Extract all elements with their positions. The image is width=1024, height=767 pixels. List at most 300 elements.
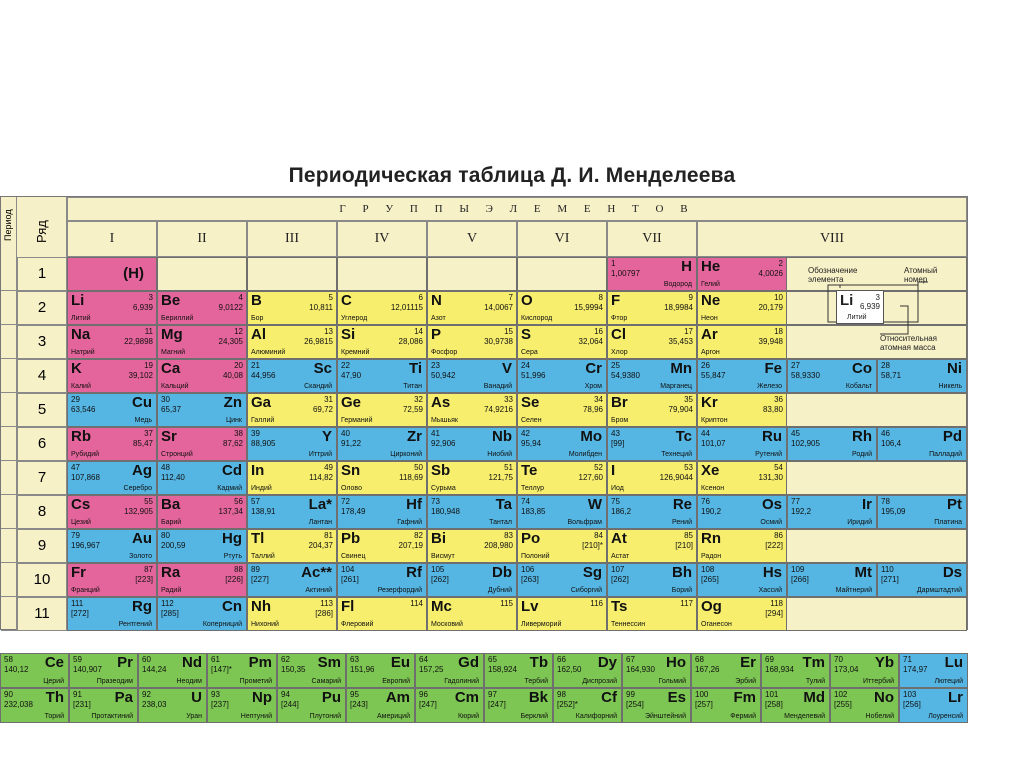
period-cell [1,291,17,325]
element-symbol: Es [667,689,686,706]
element-Os[interactable] [697,495,787,529]
atomic-number: 20 [234,361,243,370]
element-symbol: Ir [861,496,872,513]
element-Rg[interactable] [67,597,157,631]
element-name: Молибден [568,451,602,458]
element-symbol: Cr [585,360,602,377]
element-symbol: Bh [672,564,692,581]
atomic-mass: 126,9044 [659,473,693,482]
element-Pr[interactable] [69,653,138,688]
element-symbol: Si [341,326,356,343]
element-name: Никель [938,383,962,390]
element-symbol: Ta [495,496,512,513]
element-Es[interactable] [622,688,691,723]
element-name: Водород [663,281,692,288]
element-Nh[interactable] [247,597,337,631]
element-B[interactable] [247,291,337,325]
element-Db[interactable] [427,563,517,597]
element-Hs[interactable] [697,563,787,597]
element-Hf[interactable] [337,495,427,529]
element-Eu[interactable] [346,653,415,688]
atomic-mass: 50,942 [431,371,456,380]
element-Cf[interactable] [553,688,622,723]
element-Cd[interactable] [157,461,247,495]
atomic-mass: 106,4 [881,439,902,448]
period-cell [1,427,17,461]
atomic-number: 26 [701,361,710,370]
period-cell [1,495,17,529]
element-Ra[interactable] [157,563,247,597]
element-Dy[interactable] [553,653,622,688]
element-C[interactable] [337,291,427,325]
element-P[interactable] [427,325,517,359]
element-symbol: Ni [947,360,962,377]
element-Ir[interactable] [787,495,877,529]
element-Ca[interactable] [157,359,247,393]
element-symbol: C [341,292,352,309]
element-Br[interactable] [607,393,697,427]
element-Co[interactable] [787,359,877,393]
atomic-mass: [210]* [582,541,603,550]
element-Lv[interactable] [517,597,607,631]
element-Mc[interactable] [427,597,517,631]
element-Te[interactable] [517,461,607,495]
element-symbol: Yb [874,654,894,671]
element-O[interactable] [517,291,607,325]
atomic-mass: 183,85 [521,507,546,516]
element-symbol: Ca [161,360,181,377]
element-name: Церий [43,678,64,685]
atomic-mass: [227] [251,575,269,584]
element-Bk[interactable] [484,688,553,723]
atomic-mass: 18,9984 [664,303,693,312]
element-symbol: Pd [942,428,962,445]
atomic-mass: [266] [791,575,809,584]
element-Ac[interactable] [247,563,337,597]
element-symbol: Ti [408,360,422,377]
element-As[interactable] [427,393,517,427]
row-number-4: 4 [17,359,67,393]
element-symbol: Ge [341,394,362,411]
element-Li[interactable] [67,291,157,325]
atomic-mass: [244] [281,700,299,709]
atomic-number: 72 [341,497,350,506]
element-Zn[interactable] [157,393,247,427]
element-Ag[interactable] [67,461,157,495]
element-Hg[interactable] [157,529,247,563]
atomic-mass: 162,50 [557,665,582,674]
atomic-number: 92 [142,690,151,699]
atomic-mass: [257] [695,700,713,709]
element-Mn[interactable] [607,359,697,393]
atomic-number: 46 [881,429,890,438]
element-H[interactable] [607,257,697,291]
atomic-number: 61 [211,655,220,664]
element-Cr[interactable] [517,359,607,393]
atomic-mass: 157,25 [419,665,444,674]
empty-cell [427,257,517,291]
element-Si[interactable] [337,325,427,359]
atomic-mass: 1,00797 [611,269,640,278]
element-Tb[interactable] [484,653,553,688]
element-symbol: Ac** [301,564,332,581]
atomic-number: 77 [791,497,800,506]
element-Kr[interactable] [697,393,787,427]
element-symbol: Pm [248,654,272,671]
element-Am[interactable] [346,688,415,723]
element-name: Тербий [524,678,548,685]
element-Pu[interactable] [277,688,346,723]
atomic-mass: 32,064 [578,337,603,346]
group-header-VI: VI [517,221,607,257]
element-Cl[interactable] [607,325,697,359]
element-name: Калифорний [575,713,617,720]
element-name: Радон [701,553,722,560]
atomic-mass: 151,96 [350,665,375,674]
atomic-number: 45 [791,429,800,438]
atomic-mass: 107,868 [71,473,100,482]
atomic-mass: 78,96 [582,405,603,414]
element-symbol: N [431,292,442,309]
element-Lr[interactable] [899,688,968,723]
atomic-mass: 55,847 [701,371,726,380]
atomic-number: 73 [431,497,440,506]
element-Np[interactable] [207,688,277,723]
element-Rh[interactable] [787,427,877,461]
atomic-number: 102 [834,690,848,699]
atomic-mass: 51,996 [521,371,546,380]
atomic-number: 79 [71,531,80,540]
element-symbol: Th [45,689,64,706]
element-Al[interactable] [247,325,337,359]
element-symbol: Pa [114,689,133,706]
atomic-number: 53 [684,463,693,472]
element-name: Прометий [239,678,272,685]
element-La[interactable] [247,495,337,529]
atomic-number: 97 [488,690,497,699]
element-symbol: At [611,530,627,547]
element-Se[interactable] [517,393,607,427]
atomic-mass: 39,102 [128,371,153,380]
element-symbol: Hs [762,564,782,581]
legend-lines [800,260,968,360]
atomic-number: 100 [695,690,709,699]
page-title: Периодическая таблица Д. И. Менделеева [288,164,736,187]
element-Lu[interactable] [899,653,968,688]
element-Mt[interactable] [787,563,877,597]
element-symbol: Sr [161,428,177,445]
element-Gd[interactable] [415,653,484,688]
atomic-mass: 30,9738 [484,337,513,346]
element-symbol: Sm [317,654,341,671]
element-symbol: Lu [944,654,963,671]
element-Pa[interactable] [69,688,138,723]
element-N[interactable] [427,291,517,325]
element-Re[interactable] [607,495,697,529]
element-Er[interactable] [691,653,761,688]
element-Cn[interactable] [157,597,247,631]
element-Ga[interactable] [247,393,337,427]
atomic-mass: [252]* [557,700,578,709]
element-symbol: Rb [71,428,91,445]
element-symbol: Eu [390,654,410,671]
element-F[interactable] [607,291,697,325]
atomic-number: 106 [521,565,535,574]
row-label: Ряд [17,197,67,257]
element-symbol: Og [701,598,722,615]
atomic-number: 86 [774,531,783,540]
element-name: Резерфордий [377,587,422,594]
element-Pt[interactable] [877,495,967,529]
atomic-mass: 173,04 [834,665,859,674]
row-number-11: 11 [17,597,67,631]
atomic-mass: 92,906 [431,439,456,448]
element-Mo[interactable] [517,427,607,461]
atomic-mass: 79,904 [668,405,693,414]
element-name: Лантан [308,519,332,526]
atomic-mass: 114,82 [309,473,333,482]
atomic-number: 71 [903,655,912,664]
group-header-VIII: VIII [697,221,967,257]
atomic-mass: 9,0122 [218,303,243,312]
element-Rn[interactable] [697,529,787,563]
element-Bh[interactable] [607,563,697,597]
element-symbol: B [251,292,262,309]
element-symbol: Ra [161,564,181,581]
element-Y[interactable] [247,427,337,461]
element-Sn[interactable] [337,461,427,495]
atomic-number: 105 [431,565,445,574]
element-name: Селен [521,417,542,424]
element-symbol: Nb [492,428,512,445]
atomic-mass: [247] [419,700,437,709]
element-Zr[interactable] [337,427,427,461]
element-Rf[interactable] [337,563,427,597]
atomic-number: 32 [414,395,423,404]
element-Tl[interactable] [247,529,337,563]
atomic-mass: 58,71 [881,371,902,380]
atomic-number: 12 [234,327,243,336]
atomic-number: 15 [504,327,513,336]
element-symbol: W [587,496,602,513]
element-name: Менделевий [784,713,825,720]
element-symbol: Mt [854,564,872,581]
atomic-mass: 12,01115 [390,303,423,312]
element-Nb[interactable] [427,427,517,461]
atomic-mass: 118,69 [399,473,423,482]
element-name: Уран [186,713,202,720]
element-name: Олово [341,485,362,492]
atomic-number: 25 [611,361,620,370]
element-Ce[interactable] [0,653,69,688]
element-Sb[interactable] [427,461,517,495]
hydrogen-placeholder [67,257,157,291]
atomic-number: 37 [144,429,153,438]
element-symbol: Sn [341,462,361,479]
element-Ds[interactable] [877,563,967,597]
element-Cs[interactable] [67,495,157,529]
element-symbol: Mn [670,360,692,377]
atomic-mass: [210] [675,541,693,550]
element-symbol: Mc [431,598,452,615]
element-Na[interactable] [67,325,157,359]
element-name: Кальций [161,383,189,390]
atomic-number: 22 [341,361,350,370]
element-Fr[interactable] [67,563,157,597]
atomic-mass: [271] [881,575,899,584]
element-name: Ванадий [483,383,512,390]
element-Tm[interactable] [761,653,830,688]
element-Ts[interactable] [607,597,697,631]
element-name: Фосфор [431,349,458,356]
element-name: Висмут [431,553,455,560]
element-Ge[interactable] [337,393,427,427]
element-Cu[interactable] [67,393,157,427]
element-Sm[interactable] [277,653,346,688]
element-Ho[interactable] [622,653,691,688]
element-Fl[interactable] [337,597,427,631]
element-I[interactable] [607,461,697,495]
element-Mg[interactable] [157,325,247,359]
atomic-mass: 14,0067 [484,303,513,312]
atomic-mass: 168,934 [765,665,794,674]
period-label: Период [1,197,17,257]
element-U[interactable] [138,688,207,723]
atomic-number: 87 [144,565,153,574]
atomic-number: 74 [521,497,530,506]
element-Sc[interactable] [247,359,337,393]
element-Nd[interactable] [138,653,207,688]
element-Ti[interactable] [337,359,427,393]
atomic-mass: 167,26 [695,665,720,674]
element-name: Фтор [611,315,628,322]
element-Ar[interactable] [697,325,787,359]
element-symbol: Pb [341,530,361,547]
element-Th[interactable] [0,688,69,723]
element-Cm[interactable] [415,688,484,723]
atomic-number: 65 [488,655,497,664]
period-cell [1,529,17,563]
element-symbol: Cs [71,496,91,513]
element-No[interactable] [830,688,899,723]
element-Sg[interactable] [517,563,607,597]
atomic-mass: 87,62 [222,439,243,448]
element-symbol: Zn [223,394,242,411]
element-name: Бор [251,315,264,322]
element-name: Борий [671,587,692,594]
element-Pb[interactable] [337,529,427,563]
element-symbol: Fl [341,598,355,615]
element-name: Аргон [701,349,720,356]
atomic-mass: 88,905 [251,439,276,448]
period-cell [1,461,17,495]
element-name: Флеровий [341,621,374,628]
atomic-mass: [258] [765,700,783,709]
element-Ta[interactable] [427,495,517,529]
element-name: Гелий [701,281,720,288]
element-Sr[interactable] [157,427,247,461]
element-symbol: Ts [611,598,628,615]
atomic-mass: 232,038 [4,700,33,709]
element-symbol: Db [492,564,512,581]
element-Ne[interactable] [697,291,787,325]
element-Au[interactable] [67,529,157,563]
element-name: Магний [161,349,186,356]
atomic-mass: 101,07 [701,439,726,448]
element-symbol: La* [308,496,332,513]
atomic-mass: 28,086 [398,337,423,346]
element-Pm[interactable] [207,653,277,688]
element-name: Индий [251,485,272,492]
atomic-mass: 131,30 [758,473,783,482]
element-Yb[interactable] [830,653,899,688]
element-V[interactable] [427,359,517,393]
element-He[interactable] [697,257,787,291]
atomic-mass: 47,90 [341,371,362,380]
atomic-number: 47 [71,463,80,472]
element-S[interactable] [517,325,607,359]
atomic-number: 3 [148,293,153,302]
element-name: Фермий [730,713,756,720]
atomic-number: 50 [414,463,423,472]
element-Rb[interactable] [67,427,157,461]
element-W[interactable] [517,495,607,529]
element-Bi[interactable] [427,529,517,563]
element-symbol: Cd [222,462,242,479]
element-Tc[interactable] [607,427,697,461]
element-name: Кобальт [845,383,872,390]
element-Og[interactable] [697,597,787,631]
element-Fm[interactable] [691,688,761,723]
atomic-mass: 164,930 [626,665,655,674]
element-symbol: Am [385,689,410,706]
element-symbol: No [874,689,894,706]
element-name: Кюрий [457,713,479,720]
element-name: Неон [701,315,718,322]
element-symbol: Te [521,462,538,479]
element-name: Медь [134,417,152,424]
element-name: Неодим [176,678,202,685]
element-name: Бериллий [161,315,194,322]
element-symbol: Sc [313,360,332,377]
element-name: Галлий [251,417,275,424]
element-Po[interactable] [517,529,607,563]
element-Pd[interactable] [877,427,967,461]
element-Be[interactable] [157,291,247,325]
group-header-V: V [427,221,517,257]
element-Md[interactable] [761,688,830,723]
element-symbol: S [521,326,532,343]
element-In[interactable] [247,461,337,495]
element-symbol: Co [852,360,872,377]
element-name: Нихоний [251,621,279,628]
element-name: Оганесон [701,621,732,628]
atomic-number: 30 [161,395,170,404]
element-Ba[interactable] [157,495,247,529]
atomic-number: 57 [251,497,260,506]
element-name: Сиборгий [570,587,602,594]
element-symbol: Bi [431,530,446,547]
element-Ru[interactable] [697,427,787,461]
element-At[interactable] [607,529,697,563]
element-K[interactable] [67,359,157,393]
atomic-mass: 195,09 [881,507,906,516]
element-Ni[interactable] [877,359,967,393]
element-Fe[interactable] [697,359,787,393]
element-Xe[interactable] [697,461,787,495]
atomic-mass: [262] [611,575,629,584]
element-name: Вольфрам [567,519,602,526]
